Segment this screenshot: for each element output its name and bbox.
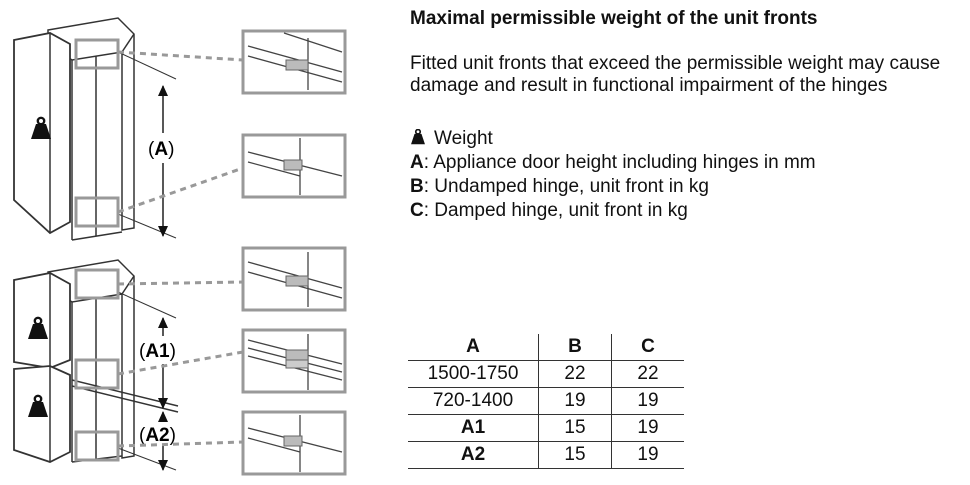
table-row: A1 15 19 bbox=[408, 415, 684, 442]
dimension-label-a: (A) bbox=[148, 139, 175, 160]
column-header-b: B bbox=[539, 334, 612, 361]
table-header-row bbox=[408, 334, 684, 361]
legend-item-a: A: Appliance door height including hinges in mm bbox=[410, 152, 816, 173]
detail-view-top-hinge-double bbox=[243, 248, 345, 310]
leader-lines bbox=[118, 52, 243, 446]
detail-view-top-hinge bbox=[243, 31, 345, 93]
legend bbox=[410, 127, 816, 223]
dimension-line-a1 bbox=[158, 317, 168, 409]
table-row: 1500-1750 22 22 bbox=[408, 361, 684, 388]
legend-item-c: C: Damped hinge, unit front in kg bbox=[410, 200, 688, 221]
dimension-line-a bbox=[158, 85, 168, 237]
weight-icon bbox=[410, 129, 426, 145]
page-title: Maximal permissible weight of the unit fronts bbox=[410, 8, 818, 29]
detail-view-bottom-hinge-double bbox=[243, 412, 345, 474]
column-header-a: A bbox=[408, 334, 539, 361]
table-row: 720-1400 19 19 bbox=[408, 388, 684, 415]
intro-text: Fitted unit fronts that exceed the permissible weight may cause damage and result in functional impairment of the hinges bbox=[410, 53, 941, 96]
installation-diagram bbox=[0, 0, 400, 485]
detail-view-middle-hinge bbox=[243, 330, 345, 392]
table-row: A2 15 19 bbox=[408, 442, 684, 469]
detail-view-bottom-hinge-single bbox=[243, 135, 345, 197]
weight-table bbox=[408, 334, 684, 469]
dimension-label-a1: (A1) bbox=[139, 341, 176, 362]
legend-item-weight: Weight bbox=[410, 127, 816, 151]
hinge-markers bbox=[76, 40, 118, 460]
dimension-label-a2: (A2) bbox=[139, 425, 176, 446]
legend-item-b: B: Undamped hinge, unit front in kg bbox=[410, 176, 709, 197]
column-header-c: C bbox=[612, 334, 685, 361]
